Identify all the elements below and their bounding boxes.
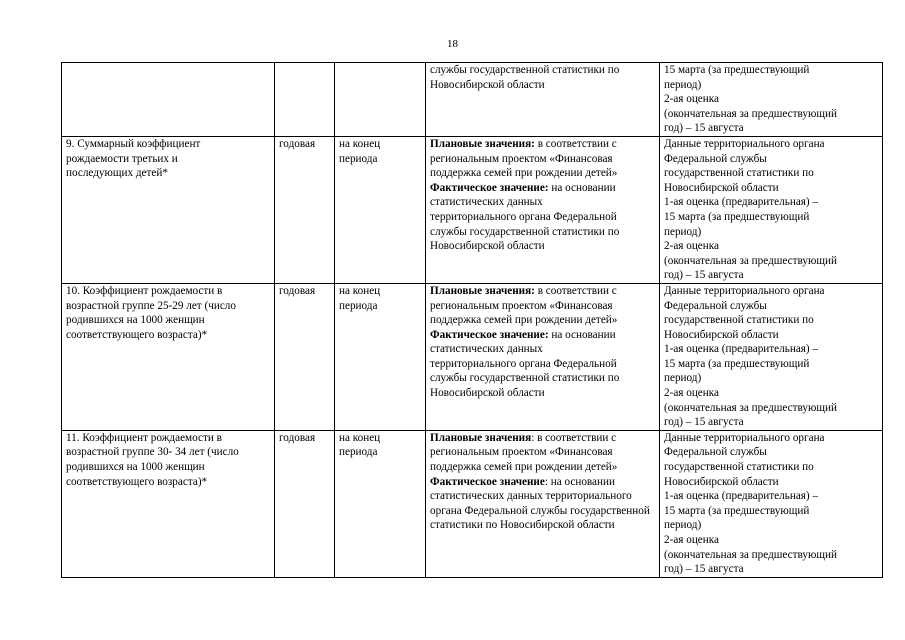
- method-cell: [426, 136, 660, 283]
- source-cell-line: Новосибирской области: [664, 475, 779, 488]
- frequency-cell: [275, 136, 335, 283]
- method-line: [430, 313, 655, 328]
- table-body: [62, 63, 883, 578]
- source-cell-line: государственной статистики по: [664, 314, 814, 327]
- method-text: службы государственной статистики по: [430, 372, 620, 385]
- source-cell-line: 1-ая оценка (предварительная) –: [664, 196, 819, 209]
- source-cell-line: год) – 15 августа: [664, 122, 744, 135]
- method-label: Фактическое значение:: [430, 181, 549, 194]
- source-cell-line: Данные территориального органа: [664, 284, 825, 297]
- indicator-name-cell-line: родившихся на 1000 женщин: [66, 314, 205, 327]
- method-line: [430, 328, 655, 343]
- method-label: Плановые значения:: [430, 284, 535, 297]
- source-cell-line: год) – 15 августа: [664, 416, 744, 429]
- source-cell-line: государственной статистики по: [664, 461, 814, 474]
- frequency-value: годовая: [279, 137, 316, 150]
- source-cell-line: 15 марта (за предшествующий: [664, 357, 810, 370]
- method-label: Плановые значения:: [430, 137, 535, 150]
- source-cell-line: 2-ая оценка: [664, 387, 719, 400]
- source-cell-line: 2-ая оценка: [664, 534, 719, 546]
- indicator-name-cell-line: 9. Суммарный коэффициент: [66, 137, 201, 150]
- method-text: : в соответствии с региональным проектом «Финансовая поддержка семей при рождении детей»: [430, 431, 618, 474]
- frequency-value: годовая: [279, 431, 316, 444]
- method-cell: [426, 63, 660, 137]
- indicator-name-cell-line: возрастной группе 30- 34 лет (число: [66, 446, 239, 459]
- method-cell: [426, 430, 660, 577]
- source-cell-line: 15 марта (за предшествующий: [664, 64, 810, 76]
- method-text: службы государственной статистики по: [430, 64, 620, 76]
- source-cell-line: год) – 15 августа: [664, 269, 744, 282]
- indicator-name-cell: [62, 430, 275, 577]
- indicator-name-cell-line: соответствующего возраста)*: [66, 475, 208, 488]
- method-line: [430, 63, 655, 78]
- period-cell-line: на конец: [339, 431, 381, 444]
- source-cell-line: 1-ая оценка (предварительная) –: [664, 343, 819, 356]
- source-cell-line: период): [664, 78, 702, 91]
- method-text: статистических данных: [430, 196, 543, 209]
- source-cell-line: (окончательная за предшествующий: [664, 401, 837, 414]
- method-text: региональным проектом «Финансовая: [430, 152, 613, 165]
- table-row: [62, 430, 883, 577]
- method-text: поддержка семей при рождении детей»: [430, 314, 618, 327]
- method-text: поддержка семей при рождении детей»: [430, 167, 618, 180]
- method-text: на основании: [548, 328, 616, 341]
- method-cell: [426, 283, 660, 430]
- method-text: в соответствии с: [534, 137, 617, 150]
- indicator-name-cell-line: возрастной группе 25-29 лет (число: [66, 299, 236, 312]
- source-cell-line: Федеральной службы: [664, 446, 767, 459]
- method-line: [430, 386, 655, 401]
- frequency-cell: [275, 63, 335, 137]
- period-cell: [335, 430, 426, 577]
- indicator-name-cell-line: родившихся на 1000 женщин: [66, 461, 205, 474]
- period-cell: [335, 63, 426, 137]
- indicator-name-cell-line: 11. Коэффициент рождаемости в: [66, 431, 222, 444]
- source-cell-line: 1-ая оценка (предварительная) –: [664, 490, 819, 503]
- method-text: Новосибирской области: [430, 78, 545, 91]
- method-text: на основании: [548, 181, 616, 194]
- period-cell-line: периода: [339, 299, 378, 312]
- source-cell-line: 15 марта (за предшествующий: [664, 504, 810, 517]
- source-cell-line: период): [664, 519, 702, 532]
- period-cell: [335, 136, 426, 283]
- period-cell-line: на конец: [339, 284, 381, 297]
- method-fact-paragraph: [430, 475, 655, 533]
- source-cell-line: период): [664, 372, 702, 385]
- method-label: Фактическое значение:: [430, 328, 549, 341]
- method-text: Новосибирской области: [430, 240, 545, 253]
- method-line: [430, 371, 655, 386]
- method-line: [430, 181, 655, 196]
- method-line: [430, 239, 655, 254]
- method-text: Новосибирской области: [430, 387, 545, 400]
- source-cell-line: Данные территориального органа: [664, 137, 825, 150]
- source-cell-line: год) – 15 августа: [664, 563, 744, 576]
- period-cell: [335, 283, 426, 430]
- source-cell: [660, 430, 883, 577]
- indicators-table: [61, 62, 883, 578]
- page-number: 18: [447, 38, 458, 50]
- source-cell: [660, 63, 883, 137]
- indicator-name-cell-line: рождаемости третьих и: [66, 152, 178, 165]
- source-cell-line: (окончательная за предшествующий: [664, 107, 837, 120]
- source-cell-line: 2-ая оценка: [664, 93, 719, 106]
- method-line: [430, 357, 655, 372]
- method-line: [430, 166, 655, 181]
- table-row: [62, 283, 883, 430]
- method-line: [430, 78, 655, 93]
- frequency-cell: [275, 430, 335, 577]
- frequency-value: годовая: [279, 284, 316, 297]
- source-cell-line: 2-ая оценка: [664, 240, 719, 253]
- frequency-cell: [275, 283, 335, 430]
- source-cell: [660, 136, 883, 283]
- table-row: [62, 136, 883, 283]
- method-line: [430, 152, 655, 167]
- source-cell-line: Данные территориального органа: [664, 431, 825, 444]
- method-line: [430, 299, 655, 314]
- indicator-name-cell: [62, 63, 275, 137]
- method-line: [430, 342, 655, 357]
- table-row: [62, 63, 883, 137]
- method-line: [430, 210, 655, 225]
- method-text: территориального органа Федеральной: [430, 210, 617, 223]
- source-cell-line: (окончательная за предшествующий: [664, 548, 837, 561]
- source-cell-line: Федеральной службы: [664, 152, 767, 165]
- source-cell-line: 15 марта (за предшествующий: [664, 210, 810, 223]
- method-line: [430, 195, 655, 210]
- method-line: [430, 137, 655, 152]
- indicator-name-cell-line: соответствующего возраста)*: [66, 328, 208, 341]
- method-plan-paragraph: [430, 431, 655, 475]
- indicator-name-cell: [62, 136, 275, 283]
- method-label: Фактическое значение: [430, 475, 545, 488]
- method-text: службы государственной статистики по: [430, 225, 620, 238]
- source-cell-line: Новосибирской области: [664, 181, 779, 194]
- indicator-name-cell: [62, 283, 275, 430]
- indicator-name-cell-line: последующих детей*: [66, 167, 168, 180]
- source-cell-line: Новосибирской области: [664, 328, 779, 341]
- source-cell-line: Федеральной службы: [664, 299, 767, 312]
- source-cell-line: (окончательная за предшествующий: [664, 254, 837, 267]
- method-text: : на основании статистических данных территориального органа Федеральной службы государственной статистики по Новосибирской области: [430, 475, 650, 532]
- method-text: в соответствии с: [534, 284, 617, 297]
- period-cell-line: периода: [339, 152, 378, 165]
- indicator-name-cell-line: 10. Коэффициент рождаемости в: [66, 284, 223, 297]
- period-cell-line: периода: [339, 446, 378, 459]
- method-text: статистических данных: [430, 343, 543, 356]
- method-label: Плановые значения: [430, 431, 532, 444]
- method-text: региональным проектом «Финансовая: [430, 299, 613, 312]
- method-text: территориального органа Федеральной: [430, 357, 617, 370]
- method-line: [430, 225, 655, 240]
- source-cell: [660, 283, 883, 430]
- period-cell-line: на конец: [339, 137, 381, 150]
- source-cell-line: государственной статистики по: [664, 167, 814, 180]
- source-cell-line: период): [664, 225, 702, 238]
- method-line: [430, 284, 655, 299]
